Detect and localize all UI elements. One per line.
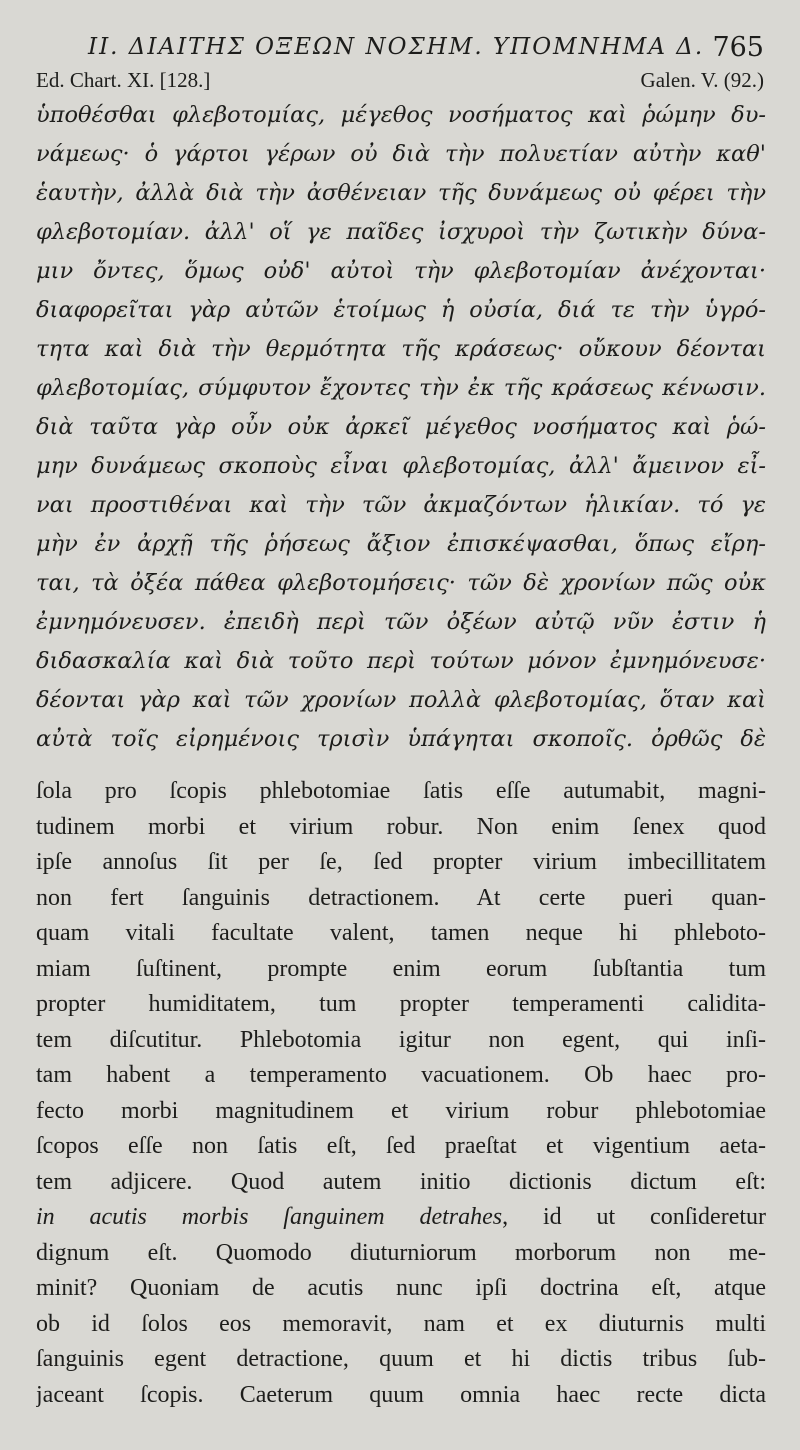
latin-text-line: ſcopos eſſe non ſatis eſt, ſed praeſtat et vigentium aeta- <box>36 1133 766 1159</box>
greek-text-line: νάμεως· ὁ γάρτοι γέρων οὐ διὰ τὴν πολυετίαν αὐτὴν καθ' <box>36 141 766 167</box>
edition-reference-line <box>36 68 764 98</box>
latin-text-line: propter humiditatem, tum propter temperamenti calidita- <box>36 991 766 1017</box>
latin-text-line: non fert ſanguinis detractionem. At certe pueri quan- <box>36 884 766 911</box>
latin-text-line: ob id ſolos eos memoravit, nam et ex diuturnis multi <box>36 1310 766 1337</box>
greek-text-line: μην δυνάμεως σκοποὺς εἶναι φλεβοτομίας, ἀλλ' ἄμεινον εἶ- <box>36 453 766 479</box>
greek-text-line: διδασκαλία καὶ διὰ τοῦτο περὶ τούτων μόνον ἐμνημόνευσε· <box>36 648 766 674</box>
greek-text-line: αὐτὰ τοῖς εἰρημένοις τρισὶν ὑπάγηται σκοποῖς. ὀρθῶς δὲ <box>36 726 766 752</box>
latin-text-line: minit? Quoniam de acutis nunc ipſi doctrina eſt, atque <box>36 1275 766 1301</box>
edition-galen-reference: Galen. V. (92.) <box>640 68 764 92</box>
greek-text-line: δέονται γὰρ καὶ τῶν χρονίων πολλὰ φλεβοτομίας, ὅταν καὶ <box>36 687 766 713</box>
greek-text-line: φλεβοτομίαν. ἀλλ' οἵ γε παῖδες ἰσχυροὶ τὴν ζωτικὴν δύνα- <box>36 219 766 245</box>
latin-text-line: tem diſcutitur. Phlebotomia igitur non egent, qui inſi- <box>36 1026 766 1053</box>
greek-text-line: ται, τὰ ὀξέα πάθεα φλεβοτομήσεις· τῶν δὲ χρονίων πῶς οὐκ <box>36 570 766 596</box>
greek-text-line: μὴν ἐν ἀρχῇ τῆς ῥήσεως ἄξιον ἐπισκέψασθαι, ὅπως εἴρη- <box>36 531 766 557</box>
latin-text-line: tam habent a temperamento vacuationem. Ob haec pro- <box>36 1062 766 1088</box>
latin-text-line: dignum eſt. Quomodo diuturniorum morborum non me- <box>36 1239 766 1266</box>
greek-text-line: ναι προστιθέναι καὶ τὴν τῶν ἀκμαζόντων ἡλικίαν. τό γε <box>36 492 766 518</box>
latin-text-line: ipſe annoſus ſit per ſe, ſed propter virium imbecillitatem <box>36 849 766 875</box>
latin-text-line: jaceant ſcopis. Caeterum quum omnia haec recte dicta <box>36 1381 766 1408</box>
latin-text-line: tem adjicere. Quod autem initio dictionis dictum eſt: <box>36 1168 766 1195</box>
italic-quotation: in acutis morbis ſanguinem detrahes <box>36 1204 503 1230</box>
running-title: II. ΔΙΑΙΤΗΣ ΟΞΕΩΝ ΝΟΣΗΜ. ΥΠΟΜΝΗΜΑ Δ. <box>88 34 705 60</box>
greek-text-line: ἐμνημόνευσεν. ἐπειδὴ περὶ τῶν ὀξέων αὐτῷ νῦν ἐστιν ἡ <box>36 609 766 635</box>
page-number: 765 <box>712 32 764 63</box>
greek-text-line: τητα καὶ διὰ τὴν θερμότητα τῆς κράσεως· οὔκουν δέονται <box>36 336 766 362</box>
latin-text-line: ſola pro ſcopis phlebotomiae ſatis eſſe autumabit, magni- <box>36 778 766 804</box>
greek-text-line: διαφορεῖται γὰρ αὐτῶν ἑτοίμως ἡ οὐσία, διά τε τὴν ὑγρό- <box>36 297 766 323</box>
latin-text-line: fecto morbi magnitudinem et virium robur phlebotomiae <box>36 1097 766 1124</box>
latin-text-line: tudinem morbi et virium robur. Non enim ſenex quod <box>36 813 766 840</box>
latin-translation-block <box>36 774 766 1413</box>
greek-text-line: ὑποθέσθαι φλεβοτομίας, μέγεθος νοσήματος καὶ ῥώμην δυ- <box>36 102 766 128</box>
latin-text-segment: , id ut conſideretur <box>502 1204 766 1230</box>
latin-text-line <box>36 1200 766 1236</box>
greek-text-line: ἑαυτὴν, ἀλλὰ διὰ τὴν ἀσθένειαν τῆς δυνάμεως οὐ φέρει τὴν <box>36 180 766 206</box>
running-head <box>0 32 800 72</box>
greek-text-line: μιν ὄντες, ὅμως οὐδ' αὐτοὶ τὴν φλεβοτομίαν ἀνέχονται· <box>36 258 766 284</box>
edition-chart-reference: Ed. Chart. XI. [128.] <box>36 68 211 92</box>
greek-text-line: διὰ ταῦτα γὰρ οὖν οὐκ ἀρκεῖ μέγεθος νοσήματος καὶ ῥώ- <box>36 414 766 440</box>
greek-text-line: φλεβοτομίας, σύμφυτον ἔχοντες τὴν ἐκ τῆς κράσεως κένωσιν. <box>36 375 766 401</box>
greek-text-block <box>36 96 766 759</box>
latin-text-line: miam ſuſtinent, prompte enim eorum ſubſtantia tum <box>36 955 766 982</box>
latin-text-line: ſanguinis egent detractione, quum et hi dictis tribus ſub- <box>36 1346 766 1372</box>
latin-text-line: quam vitali facultate valent, tamen neque hi phleboto- <box>36 920 766 946</box>
